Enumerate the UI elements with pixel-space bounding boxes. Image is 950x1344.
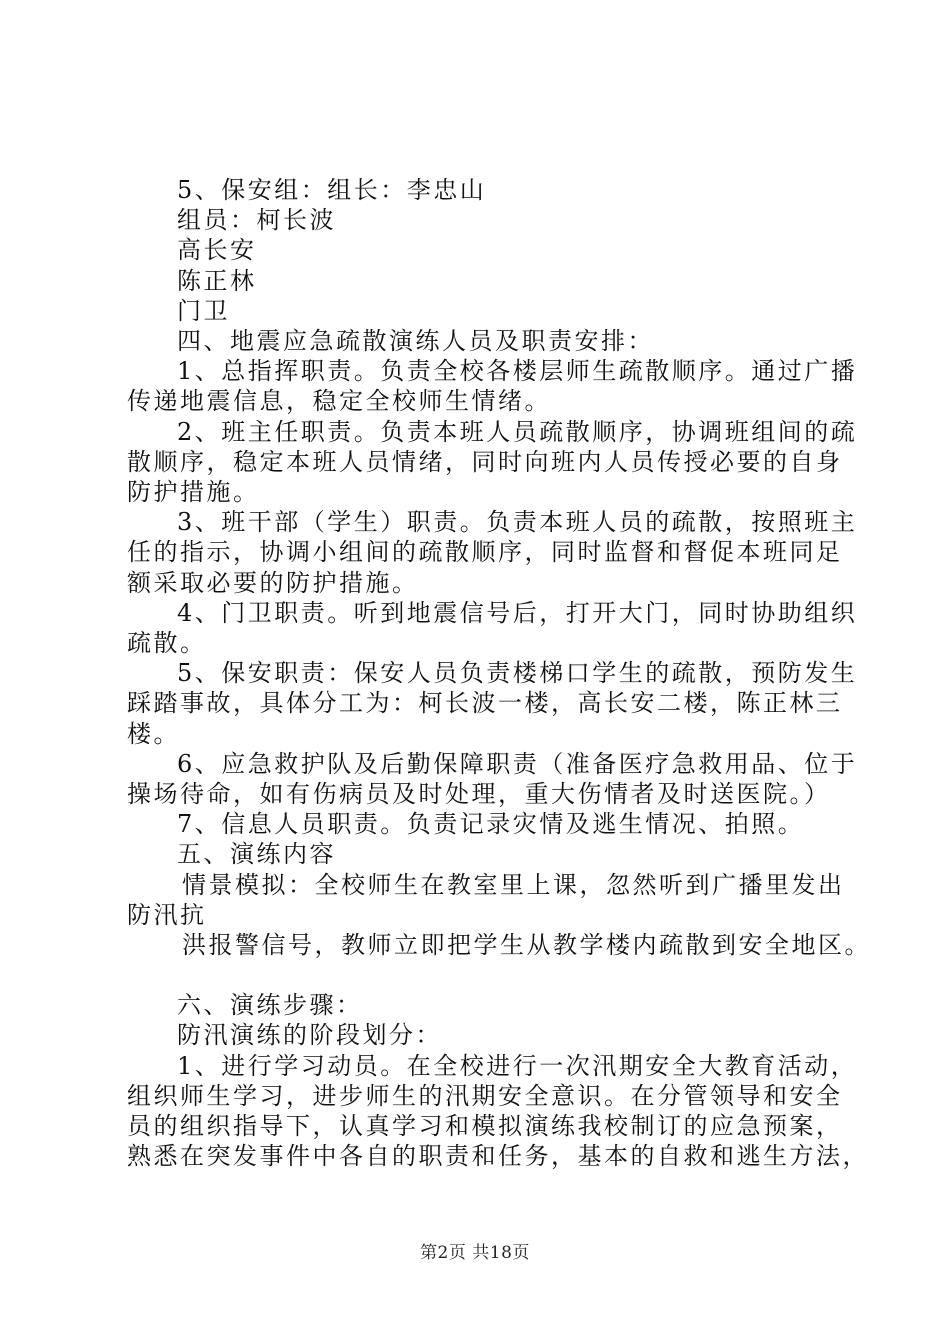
paragraph-line: 操场待命，如有伤病员及时处理，重大伤情者及时送医院。）	[127, 780, 831, 809]
paragraph-line: 门卫	[177, 296, 230, 325]
paragraph-line: 员的组织指导下，认真学习和模拟演练我校制订的应急预案，	[127, 1112, 843, 1141]
paragraph-line: 5、保安职责：保安人员负责楼梯口学生的疏散，预防发生	[177, 659, 858, 688]
paragraph-line: 任的指示，协调小组间的疏散顺序，同时监督和督促本班同足	[127, 538, 843, 567]
paragraph-line: 6、应急救护队及后勤保障职责（准备医疗急救用品、位于	[177, 749, 858, 778]
section-heading: 五、演练内容	[177, 840, 336, 869]
paragraph-line: 2、班主任职责。负责本班人员疏散顺序，协调班组间的疏	[177, 417, 858, 446]
paragraph-line: 情景模拟：全校师生在教室里上课，忽然听到广播里发出	[182, 870, 845, 899]
paragraph-line: 3、班干部（学生）职责。负责本班人员的疏散，按照班主	[177, 508, 858, 537]
paragraph-line: 防汛抗	[127, 900, 207, 929]
paragraph-line: 疏散。	[127, 629, 207, 658]
paragraph-line: 传递地震信息，稳定全校师生情绪。	[127, 387, 551, 416]
blank-line	[127, 960, 837, 990]
document-body	[127, 175, 871, 1172]
paragraph-line: 5、保安组：组长：李忠山	[177, 176, 487, 204]
section-heading: 四、地震应急疏散演练人员及职责安排：	[177, 327, 654, 356]
paragraph-line: 防护措施。	[127, 478, 260, 507]
paragraph-line: 散顺序，稳定本班人员情绪，同时向班内人员传授必要的自身	[127, 447, 843, 476]
paragraph-line: 踩踏事故，具体分工为：柯长波一楼，高长安二楼，陈正林三	[127, 689, 843, 718]
paragraph-line: 1、进行学习动员。在全校进行一次汛期安全大教育活动，	[177, 1051, 858, 1080]
paragraph-line: 防汛演练的阶段划分：	[177, 1021, 442, 1050]
paragraph-line: 陈正林	[177, 266, 257, 295]
paragraph-line: 4、门卫职责。听到地震信号后，打开大门，同时协助组织	[177, 598, 858, 627]
paragraph-line: 高长安	[177, 236, 257, 265]
paragraph-line: 洪报警信号，教师立即把学生从教学楼内疏散到安全地区。	[182, 931, 871, 960]
paragraph-line: 1、总指挥职责。负责全校各楼层师生疏散顺序。通过广播	[177, 357, 858, 386]
paragraph-line: 熟悉在突发事件中各自的职责和任务，基本的自救和逃生方法，	[127, 1142, 869, 1171]
paragraph-line: 7、信息人员职责。负责记录灾情及逃生情况、拍照。	[177, 810, 805, 839]
paragraph-line: 额采取必要的防护措施。	[127, 568, 419, 597]
paragraph-line: 组织师生学习，进步师生的汛期安全意识。在分管领导和安全	[127, 1081, 843, 1110]
section-heading: 六、演练步骤：	[177, 991, 363, 1020]
paragraph-line: 组员：柯长波	[177, 206, 336, 235]
page-number-footer: 第2页 共18页	[420, 1243, 530, 1263]
paragraph-line: 楼。	[127, 719, 180, 748]
